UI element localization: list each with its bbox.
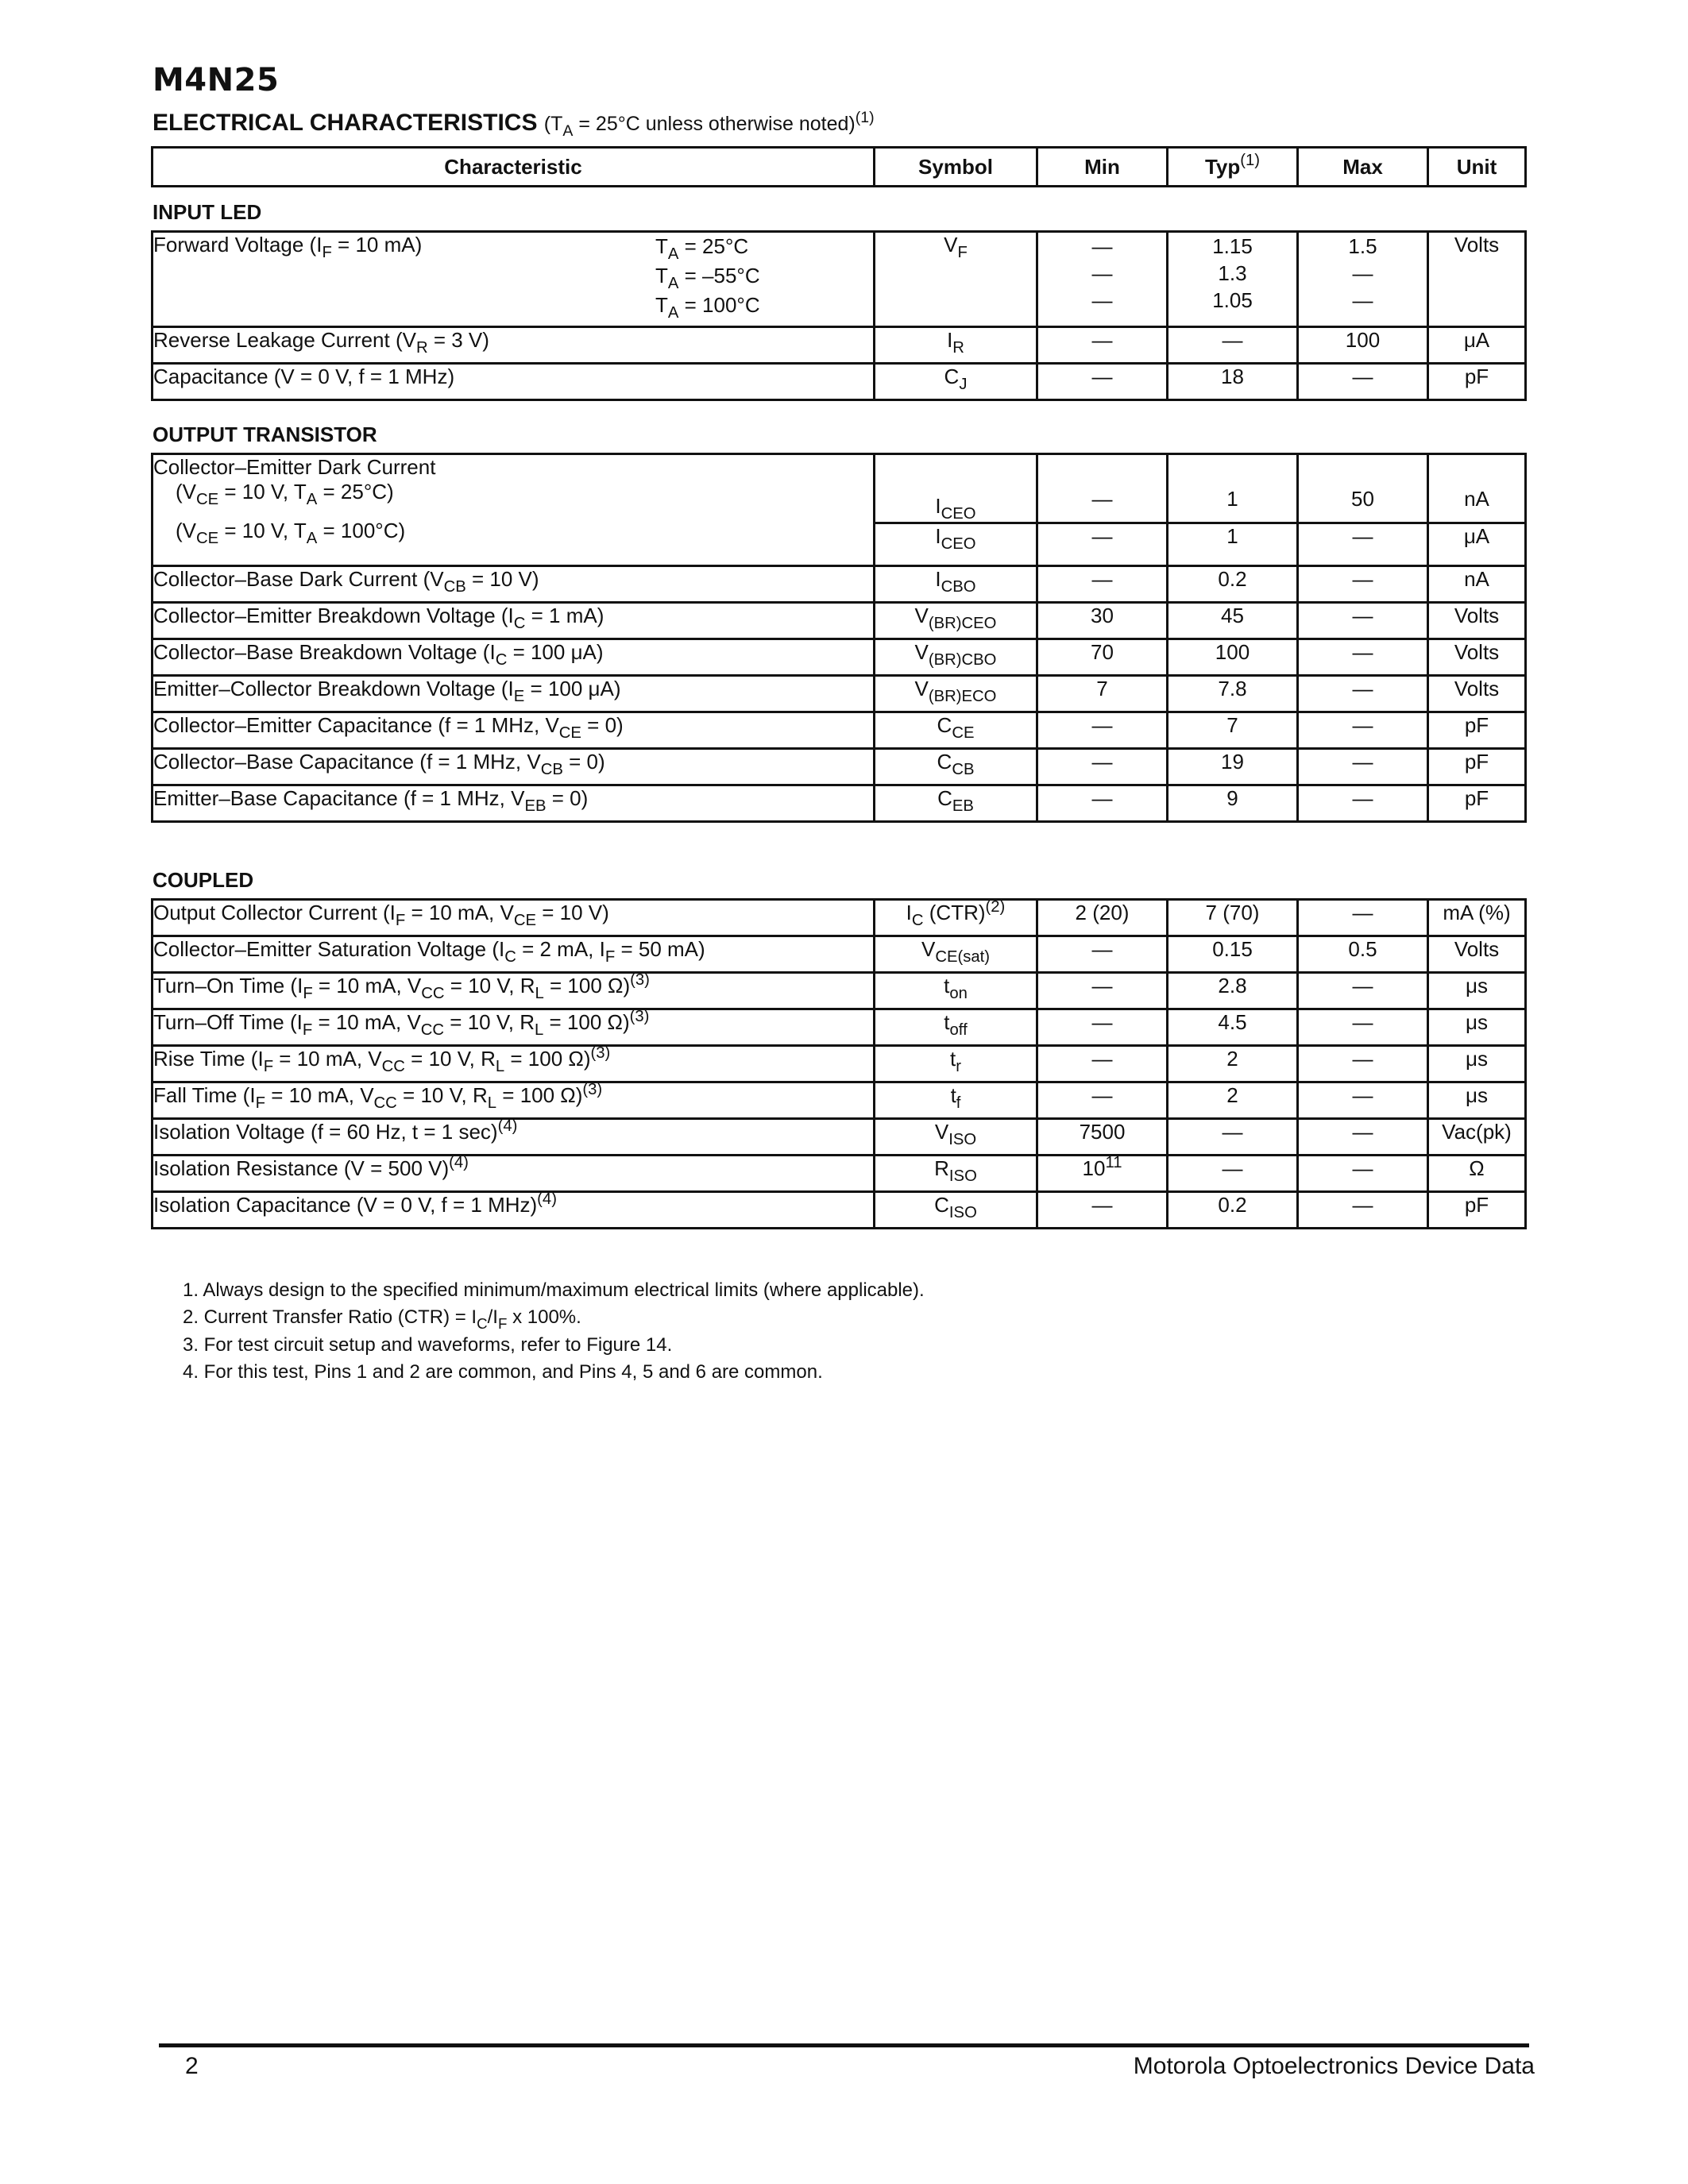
row-characteristic: Collector–Emitter Saturation Voltage ($I_C = 2$ mA, $I_F = 50$ mA) [153,936,875,973]
input-led-table [151,230,1527,401]
row-min: 2 (20) [1037,900,1168,936]
table-row [153,936,1526,973]
row-typ: 18 [1168,364,1298,400]
footnote-3: 3. For test circuit setup and waveforms, refer to Figure 14. [183,1334,673,1356]
group-heading-output-transistor: OUTPUT TRANSISTOR [153,423,377,446]
row-characteristic: Turn–On Time ($I_F = 10$ mA, $V_{CC} = 10$ V, $R_L = 100$ Ω)$^{(3)}$ [153,973,875,1009]
row-min: — — — [1037,232,1168,327]
table-row [153,603,1526,639]
table-row [153,785,1526,822]
row-min: — [1037,1046,1168,1082]
row-characteristic: Collector–Base Dark Current ($V_{CB} = 10$ V) [153,566,875,603]
row-symbol: $V_{(BR)ECO}$ [875,676,1037,712]
row-max: — [1298,749,1428,785]
row-characteristic: Emitter–Collector Breakdown Voltage ($I_E = 100$ μA) [153,676,875,712]
row-max: — [1298,1046,1428,1082]
row-characteristic: Forward Voltage ($I_F = 10$ mA) $T_A = 25^\circ C$ $T_A = -55^\circ C$ $T_A = 100^\circ C$ [153,232,875,327]
row-min: 30 [1037,603,1168,639]
table-row [153,1009,1526,1046]
row-symbol: $t_f$ [875,1082,1037,1119]
row-unit: pF [1428,785,1526,822]
row-unit: nA [1428,454,1526,523]
row-max: 50 [1298,454,1428,523]
group-heading-coupled: COUPLED [153,868,254,892]
footer-publication: Motorola Optoelectronics Device Data [1133,2053,1535,2079]
row-min: 7 [1037,676,1168,712]
dark-current-condition-2: ($V_{CE} = 10$ V, $T_A = 100^\circ C$) [176,519,406,548]
row-unit: μs [1428,973,1526,1009]
row-max: — [1298,1192,1428,1229]
table-row [153,900,1526,936]
table-header-row [153,148,1526,187]
row-typ: 0.15 [1168,936,1298,973]
row-min: — [1037,749,1168,785]
row-max: — [1298,523,1428,566]
row-max: — [1298,364,1428,400]
row-max: 100 [1298,327,1428,364]
row-unit: Volts [1428,936,1526,973]
row-typ: 2 [1168,1046,1298,1082]
row-unit: μs [1428,1046,1526,1082]
row-symbol: $I_C$ (CTR)$^{(2)}$ [875,900,1037,936]
table-row [153,232,1526,327]
row-characteristic: Emitter–Base Capacitance (f = 1 MHz, $V_{EB} = 0$) [153,785,875,822]
row-typ: 7 (70) [1168,900,1298,936]
row-unit: nA [1428,566,1526,603]
col-header-unit: Unit [1428,148,1526,187]
row-typ: 19 [1168,749,1298,785]
row-characteristic: Collector–Base Capacitance (f = 1 MHz, $V_{CB} = 0$) [153,749,875,785]
table-row [153,676,1526,712]
row-typ: 0.2 [1168,1192,1298,1229]
row-max: 1.5 — — [1298,232,1428,327]
table-row [153,1192,1526,1229]
output-transistor-table [151,453,1527,823]
row-min: — [1037,364,1168,400]
section-title [153,109,875,140]
row-unit: Volts [1428,232,1526,327]
row-symbol: $R_{ISO}$ [875,1156,1037,1192]
row-typ: — [1168,327,1298,364]
row-characteristic: Turn–Off Time ($I_F = 10$ mA, $V_{CC} = 10$ V, $R_L = 100$ Ω)$^{(3)}$ [153,1009,875,1046]
row-symbol: $V_{ISO}$ [875,1119,1037,1156]
row-unit: Volts [1428,603,1526,639]
row-min: 7500 [1037,1119,1168,1156]
footnote-1: 1. Always design to the specified minimum/maximum electrical limits (where applicable). [183,1279,925,1301]
row-max: — [1298,1009,1428,1046]
table-row [153,639,1526,676]
row-min: — [1037,523,1168,566]
row-characteristic: Output Collector Current ($I_F = 10$ mA, $V_{CE} = 10$ V) [153,900,875,936]
row-characteristic: Rise Time ($I_F = 10$ mA, $V_{CC} = 10$ V, $R_L = 100$ Ω)$^{(3)}$ [153,1046,875,1082]
row-symbol: $I_{CEO}$ [875,523,1037,566]
row-max: — [1298,712,1428,749]
row-max: — [1298,973,1428,1009]
row-min: — [1037,785,1168,822]
row-max: — [1298,1156,1428,1192]
row-typ: 7 [1168,712,1298,749]
row-symbol: $V_{(BR)CBO}$ [875,639,1037,676]
row-symbol: $t_r$ [875,1046,1037,1082]
row-min: — [1037,1082,1168,1119]
row-unit: μA [1428,327,1526,364]
row-symbol: $I_{CEO}$ [875,454,1037,523]
table-row [153,1156,1526,1192]
row-max: — [1298,566,1428,603]
row-unit: Ω [1428,1156,1526,1192]
table-row [153,1046,1526,1082]
row-max: 0.5 [1298,936,1428,973]
table-row [153,454,1526,523]
row-min: — [1037,1009,1168,1046]
row-characteristic: Collector–Emitter Dark Current ($V_{CE} = 10$ V, $T_A = 25^\circ C$) ($V_{CE} = 10$ V, $T_A = 100^\circ C$) [153,454,875,566]
footnote-2: 2. Current Transfer Ratio $(CTR) = I_C/I_F$ x 100%. [183,1306,581,1332]
row-characteristic: Isolation Resistance (V = 500 V)$^{(4)}$ [153,1156,875,1192]
row-unit: mA (%) [1428,900,1526,936]
row-typ: 4.5 [1168,1009,1298,1046]
row-min: — [1037,454,1168,523]
row-symbol: $C_{CB}$ [875,749,1037,785]
row-min: — [1037,327,1168,364]
row-typ: — [1168,1156,1298,1192]
row-characteristic: Capacitance (V = 0 V, f = 1 MHz) [153,364,875,400]
row-symbol: $V_F$ [875,232,1037,327]
table-row [153,327,1526,364]
document-title: M4N25 [153,62,280,98]
row-typ: 1 [1168,454,1298,523]
row-symbol: $V_{CE(sat)}$ [875,936,1037,973]
table-row [153,566,1526,603]
col-header-max: Max [1298,148,1428,187]
row-min: — [1037,936,1168,973]
row-typ: 9 [1168,785,1298,822]
row-unit: pF [1428,364,1526,400]
row-min: — [1037,712,1168,749]
row-max: — [1298,603,1428,639]
table-row [153,712,1526,749]
row-min: $10^{11}$ [1037,1156,1168,1192]
row-symbol: $I_{CBO}$ [875,566,1037,603]
row-max: — [1298,1119,1428,1156]
row-max: — [1298,785,1428,822]
row-unit: pF [1428,712,1526,749]
col-header-symbol: Symbol [875,148,1037,187]
row-symbol: $t_{off}$ [875,1009,1037,1046]
row-min: — [1037,1192,1168,1229]
row-symbol: $t_{on}$ [875,973,1037,1009]
coupled-table [151,898,1527,1229]
row-characteristic: Fall Time ($I_F = 10$ mA, $V_{CC} = 10$ V, $R_L = 100$ Ω)$^{(3)}$ [153,1082,875,1119]
row-unit: μs [1428,1082,1526,1119]
row-characteristic: Isolation Capacitance (V = 0 V, f = 1 MHz)$^{(4)}$ [153,1192,875,1229]
row-symbol: $C_{EB}$ [875,785,1037,822]
row-min: 70 [1037,639,1168,676]
row-typ: 2.8 [1168,973,1298,1009]
row-typ: 0.2 [1168,566,1298,603]
row-symbol: $C_{ISO}$ [875,1192,1037,1229]
col-header-characteristic: Characteristic [153,148,875,187]
row-unit: μs [1428,1009,1526,1046]
col-header-min: Min [1037,148,1168,187]
row-characteristic: Reverse Leakage Current ($V_R = 3$ V) [153,327,875,364]
row-min: — [1037,973,1168,1009]
row-max: — [1298,676,1428,712]
row-unit: pF [1428,1192,1526,1229]
row-typ: 1 [1168,523,1298,566]
row-unit: Volts [1428,639,1526,676]
row-unit: Vac(pk) [1428,1119,1526,1156]
footer-divider [159,2043,1529,2047]
table-row [153,1082,1526,1119]
row-max: — [1298,639,1428,676]
table-row [153,1119,1526,1156]
section-conditions: ($T_A = 25^\circ C$ unless otherwise noted)$^{(1)}$ [543,109,875,140]
row-max: — [1298,900,1428,936]
row-min: — [1037,566,1168,603]
table-row [153,973,1526,1009]
row-symbol: $I_R$ [875,327,1037,364]
header-table [151,146,1527,187]
footnotes [183,1277,925,1386]
row-symbol: $V_{(BR)CEO}$ [875,603,1037,639]
dark-current-condition-1: ($V_{CE} = 10$ V, $T_A = 25^\circ C$) [176,480,394,509]
row-unit: pF [1428,749,1526,785]
row-typ: 2 [1168,1082,1298,1119]
row-characteristic: Collector–Emitter Capacitance (f = 1 MHz, $V_{CE} = 0$) [153,712,875,749]
section-title-text: ELECTRICAL CHARACTERISTICS [153,110,538,136]
forward-voltage-conditions: $T_A = 25^\circ C$ $T_A = -55^\circ C$ $T_A = 100^\circ C$ [655,234,760,322]
row-symbol: $C_{CE}$ [875,712,1037,749]
row-typ: 1.15 1.3 1.05 [1168,232,1298,327]
row-typ: 7.8 [1168,676,1298,712]
row-characteristic: Isolation Voltage (f = 60 Hz, t = 1 sec)$^{(4)}$ [153,1119,875,1156]
page-number: 2 [185,2053,199,2079]
row-max: — [1298,1082,1428,1119]
row-unit: μA [1428,523,1526,566]
row-typ: 45 [1168,603,1298,639]
group-heading-input-led: INPUT LED [153,200,262,224]
col-header-typ: Typ$^{(1)}$ [1168,148,1298,187]
row-unit: Volts [1428,676,1526,712]
row-characteristic: Collector–Base Breakdown Voltage ($I_C = 100$ μA) [153,639,875,676]
row-typ: 100 [1168,639,1298,676]
row-typ: — [1168,1119,1298,1156]
table-row [153,749,1526,785]
footnote-4: 4. For this test, Pins 1 and 2 are common, and Pins 4, 5 and 6 are common. [183,1361,823,1383]
table-row [153,364,1526,400]
row-characteristic: Collector–Emitter Breakdown Voltage ($I_C = 1$ mA) [153,603,875,639]
row-symbol: $C_J$ [875,364,1037,400]
